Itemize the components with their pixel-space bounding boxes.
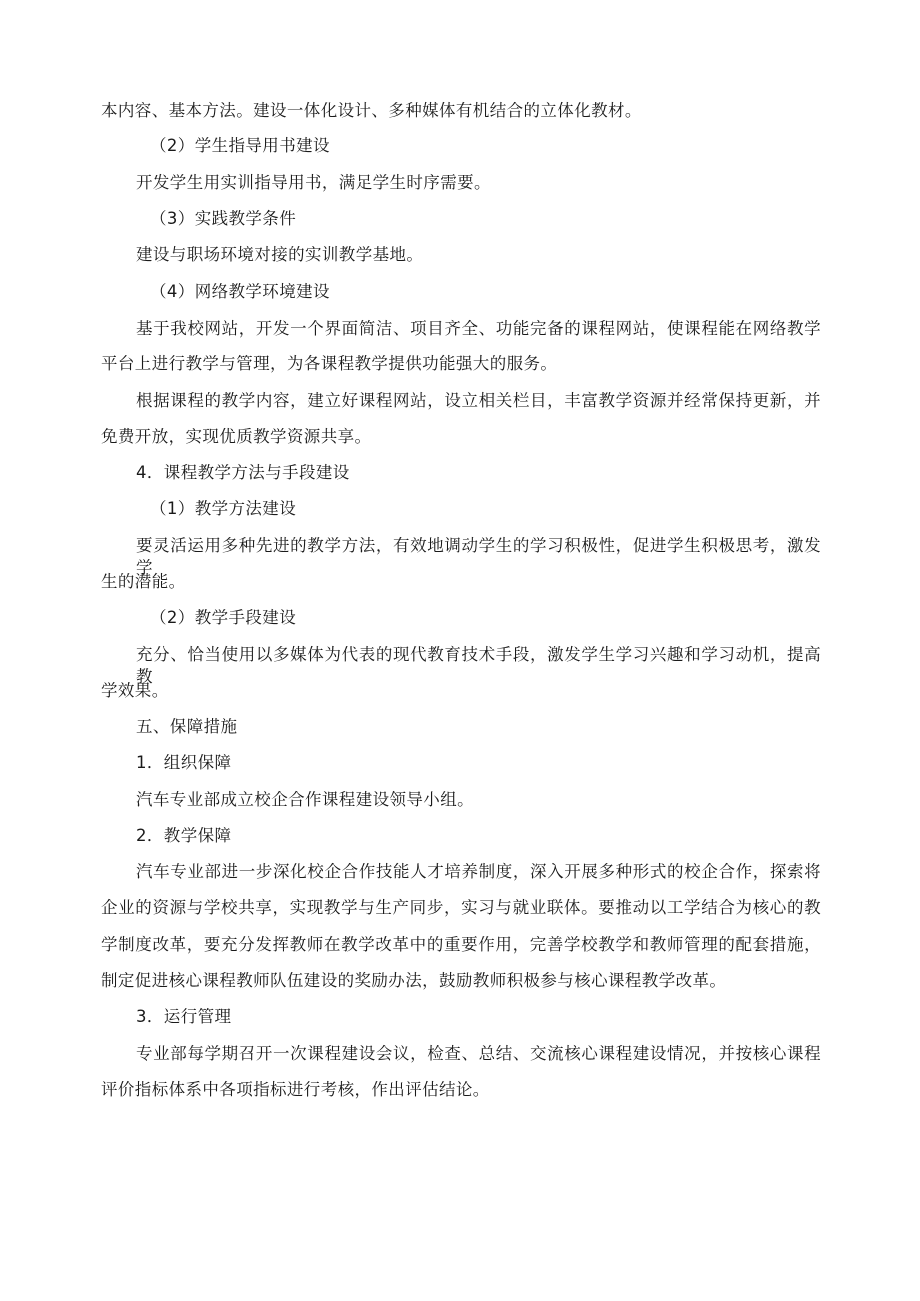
section-heading-operation: 3．运行管理 xyxy=(136,1007,232,1026)
body-text-line: 生的潜能。 xyxy=(101,572,186,591)
body-text-line: 学制度改革，要充分发挥教师在教学改革中的重要作用，完善学校教学和教师管理的配套措施， xyxy=(101,935,821,954)
body-text-line: 免费开放，实现优质教学资源共享。 xyxy=(101,427,372,446)
body-text-line: 汽车专业部成立校企合作课程建设领导小组。 xyxy=(136,790,474,809)
body-text-line: 平台上进行教学与管理，为各课程教学提供功能强大的服务。 xyxy=(101,354,558,373)
subheading-network-environment: （4）网络教学环境建设 xyxy=(150,282,330,301)
body-text-line: 建设与职场环境对接的实训教学基地。 xyxy=(136,245,424,264)
body-text-line: 本内容、基本方法。建设一体化设计、多种媒体有机结合的立体化教材。 xyxy=(101,101,642,120)
body-text-line: 评价指标体系中各项指标进行考核，作出评估结论。 xyxy=(101,1080,490,1099)
body-text-line: 学效果。 xyxy=(101,681,169,700)
body-text-line: 汽车专业部进一步深化校企合作技能人才培养制度，深入开展多种形式的校企合作，探索将 xyxy=(136,862,821,881)
section-heading-organization: 1．组织保障 xyxy=(136,753,232,772)
body-text-line: 充分、恰当使用以多媒体为代表的现代教育技术手段，激发学生学习兴趣和学习动机，提高教 xyxy=(136,645,821,686)
body-text-line: 制定促进核心课程教师队伍建设的奖励办法，鼓励教师积极参与核心课程教学改革。 xyxy=(101,971,727,990)
body-text-line: 企业的资源与学校共享，实现教学与生产同步，实习与就业联体。要推动以工学结合为核心的教 xyxy=(101,898,821,917)
body-text-line: 专业部每学期召开一次课程建设会议，检查、总结、交流核心课程建设情况，并按核心课程 xyxy=(136,1044,821,1063)
body-text-line: 基于我校网站，开发一个界面简洁、项目齐全、功能完备的课程网站，使课程能在网络教学 xyxy=(136,319,821,338)
section-heading-teaching: 2．教学保障 xyxy=(136,826,232,845)
section-heading-teaching-methods: 4．课程教学方法与手段建设 xyxy=(136,463,350,482)
subheading-student-guide: （2）学生指导用书建设 xyxy=(150,136,330,155)
body-text-line: 开发学生用实训指导用书，满足学生时序需要。 xyxy=(136,173,491,192)
subheading-method-building: （1）教学方法建设 xyxy=(150,499,297,518)
subheading-practice-conditions: （3）实践教学条件 xyxy=(150,209,297,228)
body-text-line: 根据课程的教学内容，建立好课程网站，设立相关栏目，丰富教学资源并经常保持更新，并 xyxy=(136,391,821,410)
chapter-heading-safeguards: 五、保障措施 xyxy=(136,717,238,736)
subheading-means-building: （2）教学手段建设 xyxy=(150,608,297,627)
body-text-line: 要灵活运用多种先进的教学方法，有效地调动学生的学习积极性，促进学生积极思考，激发学 xyxy=(136,536,821,577)
